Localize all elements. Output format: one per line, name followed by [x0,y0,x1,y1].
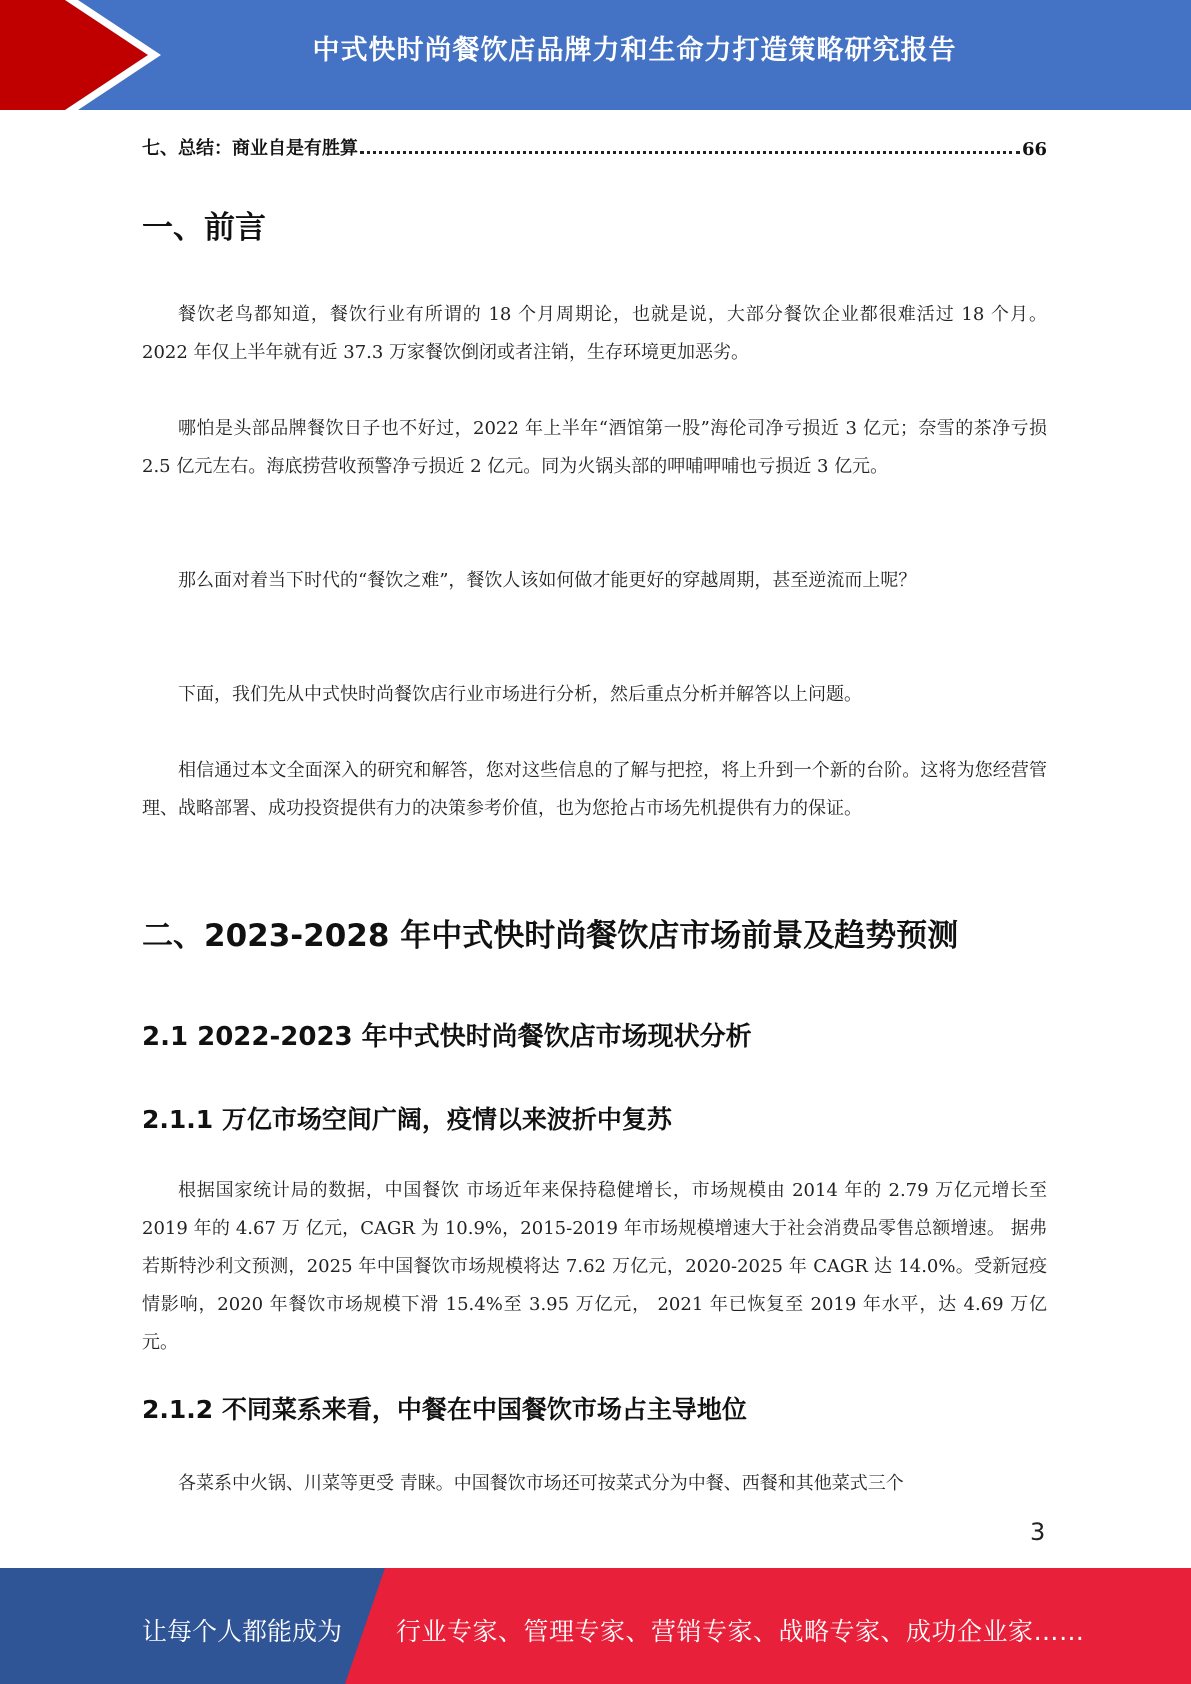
subsection-heading-2-1: 2.1 2022-2023 年中式快时尚餐饮店市场现状分析 [142,1022,752,1052]
header-title: 中式快时尚餐饮店品牌力和生命力打造策略研究报告 [312,35,957,66]
intro-paragraph-1: 餐饮老鸟都知道，餐饮行业有所谓的 18 个月周期论，也就是说，大部分餐饮企业都很难活过 18 个月。2022 年仅上半年就有近 37.3 万家餐饮倒闭或者注销，生存环境更加恶劣。 [142,304,1047,363]
paragraph-2-1-1: 根据国家统计局的数据，中国餐饮 市场近年来保持稳健增长，市场规模由 2014 年的 2.79 万亿元增长至 2019 年的 4.67 万 亿元，CAGR 为 10.9%，2015-2019 年市场规模增速大于社会消费品零售总额增速。 据弗若斯特沙利文预测，2025 年中国餐饮市场规模将达 7.62 万亿元，2020-2025 年 CAGR 达 14.0%。受新冠疫情影响，2020 年餐饮市场规模下滑 15.4%至 3.95 万亿元， 2021 年已恢复至 2019 年水平，达 4.69 万亿元。 [142,1180,1047,1353]
intro-paragraph-5: 相信通过本文全面深入的研究和解答，您对这些信息的了解与把控，将上升到一个新的台阶。这将为您经营管理、战略部署、成功投资提供有力的决策参考价值，也为您抢占市场先机提供有力的保证。 [142,760,1047,819]
paragraph-2-1-2: 各菜系中火锅、川菜等更受 青睐。中国餐饮市场还可按菜式分为中餐、西餐和其他菜式三个 [178,1473,904,1494]
toc-entry-page: 66 [1021,139,1047,160]
intro-paragraph-2: 哪怕是头部品牌餐饮日子也不好过，2022 年上半年“酒馆第一股”海伦司净亏损近 3 亿元；奈雪的茶净亏损 2.5 亿元左右。海底捞营收预警净亏损近 2 亿元。同为火锅头部的呷哺呷哺也亏损近 3 亿元。 [142,418,1047,477]
footer-banner [0,1568,1191,1684]
subsection-heading-2-1-2: 2.1.2 不同菜系来看，中餐在中国餐饮市场占主导地位 [142,1395,747,1424]
toc-entry-label: 七、总结：商业自是有胜算 [142,138,358,159]
intro-paragraph-3: 那么面对着当下时代的“餐饮之难”，餐饮人该如何做才能更好的穿越周期，甚至逆流而上呢？ [178,570,917,591]
section-heading-intro: 一、前言 [142,210,266,246]
section-heading-chapter2: 二、2023-2028 年中式快时尚餐饮店市场前景及趋势预测 [142,918,959,954]
subsection-heading-2-1-1: 2.1.1 万亿市场空间广阔，疫情以来波折中复苏 [142,1105,672,1134]
footer-slogan-left: 让每个人都能成为 [142,1617,343,1646]
toc-entry[interactable] [142,130,1047,160]
intro-paragraph-4: 下面，我们先从中式快时尚餐饮店行业市场进行分析，然后重点分析并解答以上问题。 [178,684,862,705]
header-banner [0,0,1191,110]
page-number: 3 [1030,1518,1046,1546]
toc-leader-dots [360,151,1020,154]
footer-slogan-right: 行业专家、管理专家、营销专家、战略专家、成功企业家…… [396,1617,1085,1646]
